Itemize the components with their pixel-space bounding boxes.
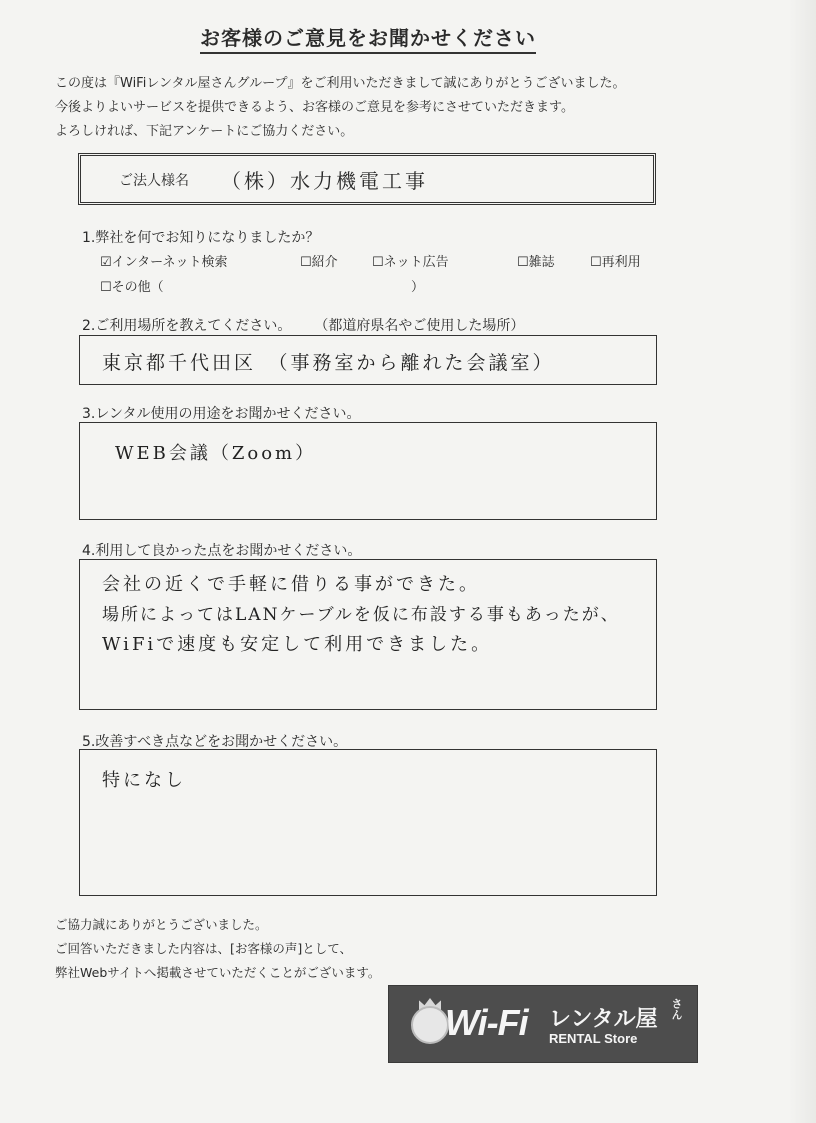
option-referral[interactable]: ☐紹介 [300, 255, 338, 270]
answer-3: WEB会議（Zoom） [115, 443, 317, 464]
company-label: ご法人様名 [119, 173, 189, 189]
question-2-text: 2.ご利用場所を教えてください。 [82, 318, 292, 334]
page-edge [788, 0, 816, 1123]
footer-line: ご回答いただきました内容は、[お客様の声]として、 [55, 941, 353, 956]
logo-san-text: さん [670, 998, 683, 1020]
answer-4-line: 場所によってはLANケーブルを仮に布設する事もあったが、 [102, 605, 620, 625]
answer-box-3[interactable] [79, 422, 657, 520]
answer-4-line: WiFiで速度も安定して利用できました。 [102, 634, 493, 655]
option-net-ad[interactable]: ☐ネット広告 [372, 255, 449, 270]
intro-text [55, 72, 625, 144]
answer-2: 東京都千代田区 （事務室から離れた会議室） [102, 352, 555, 374]
wifi-rental-logo [388, 985, 698, 1063]
option-other[interactable]: ☐その他（ [100, 280, 164, 295]
option-internet-search[interactable]: ☑インターネット検索 [100, 255, 228, 270]
answer-4-line: 会社の近くで手軽に借りる事ができた。 [102, 574, 480, 595]
option-reuse[interactable]: ☐再利用 [590, 255, 641, 270]
answer-box-2[interactable] [79, 335, 657, 385]
option-other-close: ） [411, 280, 425, 295]
question-2 [82, 315, 524, 335]
answer-5: 特になし [102, 770, 186, 791]
intro-line: この度は『WiFiレンタル屋さんグループ』をご利用いただきまして誠にありがとうございました。 [55, 76, 626, 91]
intro-line: 今後よりよいサービスを提供できるよう、お客様のご意見を参考にさせていただきます。 [55, 100, 574, 115]
page-title: お客様のご意見をお聞かせください [0, 22, 736, 51]
logo-rental-text: レンタル屋 [549, 1007, 658, 1032]
option-magazine[interactable]: ☐雑誌 [517, 255, 555, 270]
question-5: 5.改善すべき点などをお聞かせください。 [82, 734, 348, 750]
footer-line: 弊社Webサイトへ掲載させていただくことがございます。 [55, 965, 381, 980]
footer-line: ご協力誠にありがとうございました。 [55, 917, 268, 932]
question-4: 4.利用して良かった点をお聞かせください。 [82, 543, 362, 559]
intro-line: よろしければ、下記アンケートにご協力ください。 [55, 124, 354, 139]
company-name-box[interactable] [78, 153, 656, 205]
answer-box-4[interactable] [79, 559, 657, 710]
company-value: （株）水力機電工事 [221, 169, 428, 193]
question-3: 3.レンタル使用の用途をお聞かせください。 [82, 406, 361, 422]
question-2-hint: （都道府県名やご使用した場所） [321, 318, 525, 334]
logo-store-text: RENTAL Store [549, 1031, 638, 1046]
logo-wifi-text: Wi-Fi [445, 1002, 528, 1043]
question-1: 1.弊社を何でお知りになりましたか？ [82, 230, 320, 246]
footer-text [55, 913, 380, 985]
answer-box-5[interactable] [79, 749, 657, 896]
mascot-icon [411, 1006, 449, 1044]
